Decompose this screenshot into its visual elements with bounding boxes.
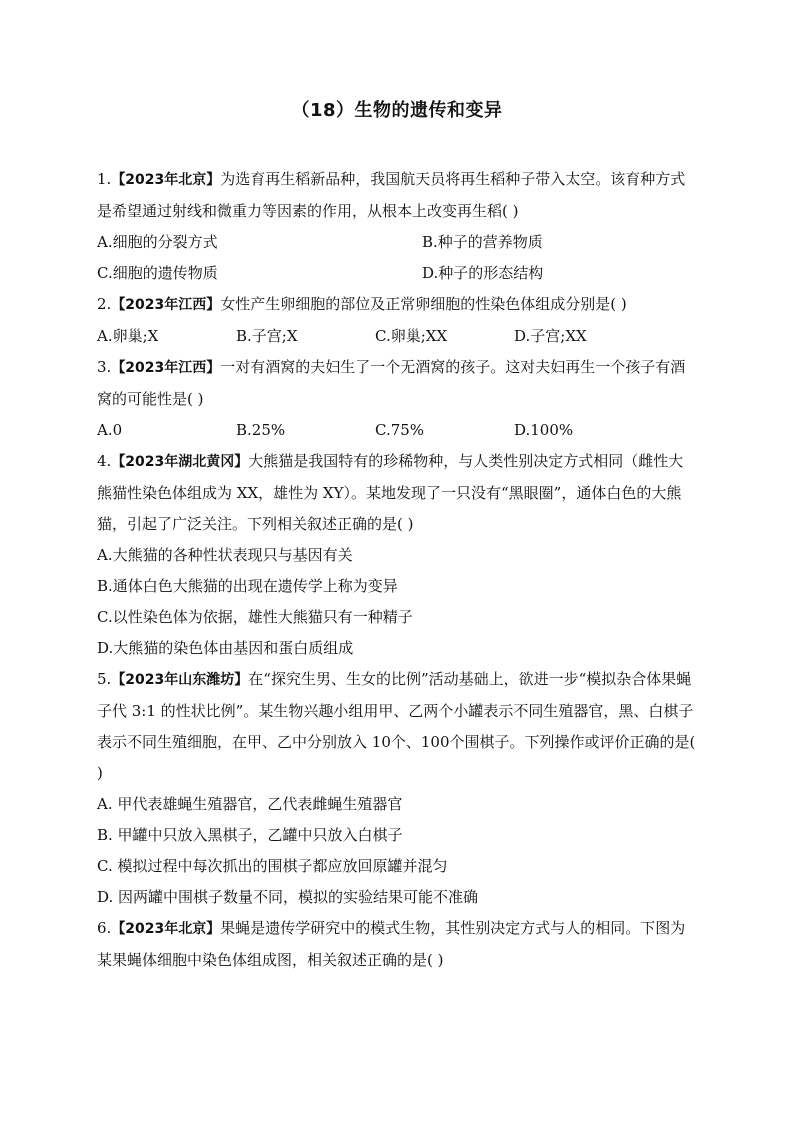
- option-b: B.种子的营养物质: [422, 233, 543, 251]
- option-c: C.卵巢;XX: [375, 327, 448, 345]
- option-b: B.子宫;X: [236, 327, 298, 345]
- question-source: 【2023年北京】: [111, 921, 221, 937]
- option-a: A.卵巢;X: [97, 327, 159, 345]
- question-source: 【2023年湖北黄冈】: [111, 454, 249, 470]
- question-source: 【2023年江西】: [111, 360, 221, 376]
- question-list: [97, 164, 697, 976]
- options: [97, 227, 697, 289]
- question-stem: [97, 664, 697, 789]
- question-5: [97, 664, 697, 913]
- question-source: 【2023年北京】: [111, 172, 221, 188]
- question-text: 女性产生卵细胞的部位及正常卵细胞的性染色体组成分别是( ): [220, 295, 627, 313]
- question-stem: [97, 913, 697, 976]
- question-number: 6.: [97, 919, 112, 937]
- question-stem: [97, 164, 697, 227]
- question-text: 大熊猫是我国特有的珍稀物种，与人类性别决定方式相同（雌性大熊猫性染色体组成为 XX，雄性为 XY）。某地发现了一只没有“黑眼圈”，通体白色的大熊猫，引起了广泛关注。下列相关叙述正确的是( ): [97, 452, 684, 533]
- option-d: D.大熊猫的染色体由基因和蛋白质组成: [97, 639, 354, 657]
- option-d: D.子宫;XX: [514, 327, 587, 345]
- options: [97, 789, 697, 913]
- options: [97, 415, 697, 446]
- question-text: 为选育再生稻新品种，我国航天员将再生稻种子带入太空。该育种方式是希望通过射线和微重力等因素的作用，从根本上改变再生稻( ): [97, 170, 686, 220]
- option-a: A.大熊猫的各种性状表现只与基因有关: [97, 546, 353, 564]
- option-d: D.种子的形态结构: [422, 264, 544, 282]
- question-number: 1.: [97, 170, 112, 188]
- option-b: B.通体白色大熊猫的出现在遗传学上称为变异: [97, 577, 398, 595]
- question-number: 4.: [97, 452, 112, 470]
- question-number: 5.: [97, 670, 112, 688]
- question-1: [97, 164, 697, 289]
- options: [97, 540, 697, 664]
- question-text: 在“探究生男、生女的比例”活动基础上，欲进一步“模拟杂合体果蝇子代 3:1 的性状比例”。某生物兴趣小组用甲、乙两个小罐表示不同生殖器官，黑、白棋子表示不同生殖细胞，在甲、乙中分别放入 10个、100个围棋子。下列操作或评价正确的是( ): [97, 670, 696, 782]
- option-a: A. 甲代表雄蝇生殖器官，乙代表雌蝇生殖器官: [97, 795, 403, 813]
- question-4: [97, 446, 697, 664]
- option-a: A.0: [97, 421, 123, 439]
- option-b: B.25%: [236, 421, 286, 439]
- question-6: [97, 913, 697, 976]
- option-b: B. 甲罐中只放入黑棋子，乙罐中只放入白棋子: [97, 826, 403, 844]
- question-text: 果蝇是遗传学研究中的模式生物，其性别决定方式与人的相同。下图为某果蝇体细胞中染色体组成图，相关叙述正确的是( ): [97, 919, 686, 969]
- option-c: C.细胞的遗传物质: [97, 264, 218, 282]
- question-stem: [97, 289, 697, 321]
- option-c: C. 模拟过程中每次抓出的围棋子都应放回原罐并混匀: [97, 857, 448, 875]
- question-source: 【2023年山东潍坊】: [111, 672, 249, 688]
- question-2: [97, 289, 697, 352]
- question-source: 【2023年江西】: [111, 297, 221, 313]
- question-number: 3.: [97, 358, 112, 376]
- page-title: （18）生物的遗传和变异: [291, 100, 503, 121]
- question-text: 一对有酒窝的夫妇生了一个无酒窝的孩子。这对夫妇再生一个孩子有酒窝的可能性是( ): [97, 358, 686, 408]
- option-c: C.75%: [375, 421, 425, 439]
- option-c: C.以性染色体为依据，雄性大熊猫只有一种精子: [97, 608, 413, 626]
- question-3: [97, 352, 697, 446]
- option-d: D.100%: [514, 421, 574, 439]
- question-stem: [97, 352, 697, 415]
- options: [97, 321, 697, 352]
- question-stem: [97, 446, 697, 540]
- option-a: A.细胞的分裂方式: [97, 233, 218, 251]
- option-d: D. 因两罐中围棋子数量不同，模拟的实验结果可能不准确: [97, 888, 479, 906]
- question-number: 2.: [97, 295, 112, 313]
